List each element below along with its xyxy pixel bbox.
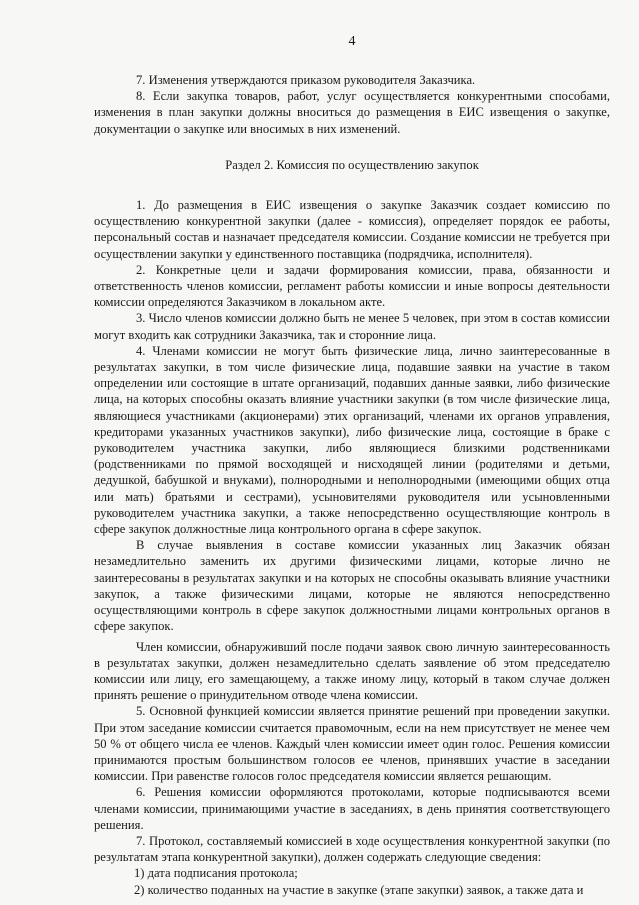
paragraph-main-function: 5. Основной функцией комиссии является принятие решений при проведении закупки. При этом заседание комиссии считается правомочным, если на нем присутствует не менее чем 50 % от общего числа ее членов. Каждый член комиссии имеет один голос. Решения комиссии принимаются простым большинством голосов ее членов, принявших участие в заседании комиссии. При равенстве голосов голос председателя комиссии является решающим. <box>94 704 610 784</box>
paragraph-member-restrictions: 4. Членами комиссии не могут быть физические лица, лично заинтересованные в результатах закупки, в том числе физические лица, подавшие заявки на участие в таком определении или состоящие в штате организаций, подавших данные заявки, либо физические лица, на которых способны оказать влияние участники закупки (в том числе физические лица, являющиеся участниками (акционерами) этих организаций, членами их органов управления, кредиторами указанных участников закупки), либо физические лица, состоящие в браке с руководителем участника закупки, либо являющиеся близкими родственниками (родственниками по прямой восходящей и нисходящей линии (родителями и детьми, дедушкой, бабушкой и внуками), полнородными и неполнородными (имеющими общих отца или мать) братьями и сестрами), усыновителями руководителя или усыновленными руководителем участника закупки, а также непосредственно осуществляющие контроль в сфере закупок должностные лица контрольного органа в сфере закупок. <box>94 343 610 537</box>
list-item-application-count: 2) количество поданных на участие в закупке (этапе закупки) заявок, а также дата и <box>134 882 584 897</box>
paragraph-plan-changes: 8. Если закупка товаров, работ, услуг осуществляется конкурентными способами, изменения в план закупки должны вноситься до размещения в ЕИС извещения о закупке, документации о закупке или вносимых в них изменений. <box>94 89 610 136</box>
paragraph-member-count: 3. Число членов комиссии должно быть не менее 5 человек, при этом в состав комиссии могут входить как сотрудники Заказчика, так и сторонние лица. <box>94 311 610 342</box>
section-title: Раздел 2. Комиссия по осуществлению закупок <box>225 157 479 172</box>
paragraph-conflict-of-interest: Член комиссии, обнаруживший после подачи заявок свою личную заинтересованность в результатах закупки, должен незамедлительно сделать заявление об этом председателю комиссии или лицу, его замещающему, а также иному лицу, который в таком случае должен принять решение о принудительном отводе члена комиссии. <box>94 639 610 703</box>
paragraph-commission-goals: 2. Конкретные цели и задачи формирования комиссии, права, обязанности и ответственность членов комиссии, регламент работы комиссии и иные вопросы деятельности комиссии определяются Заказчиком в локальном акте. <box>94 262 610 310</box>
paragraph-commission-creation: 1. До размещения в ЕИС извещения о закупке Заказчик создает комиссию по осуществлению конкурентной закупки (далее - комиссия), определяет порядок ее работы, персональный состав и назначает председателя комиссии. Создание комиссии не требуется при осуществлении закупки у единственного поставщика (подрядчика, исполнителя). <box>94 198 610 261</box>
list-item-signing-date: 1) дата подписания протокола; <box>134 866 298 881</box>
paragraph-changes-approval: 7. Изменения утверждаются приказом руководителя Заказчика. <box>136 73 476 87</box>
paragraph-decisions-protocols: 6. Решения комиссии оформляются протоколами, которые подписываются всеми членами комиссии, принимающими участие в заседаниях, в день принятия соответствующего решения. <box>94 785 610 832</box>
paragraph-protocol-contents: 7. Протокол, составляемый комиссией в ходе осуществления конкурентной закупки (по результатам этапа конкурентной закупки), должен содержать следующие сведения: <box>94 833 610 865</box>
paragraph-member-replacement: В случае выявления в составе комиссии указанных лиц Заказчик обязан незамедлительно заменить их другими физическими лицами, которые лично не заинтересованы в результатах закупки и на которых не способны оказывать влияние участники закупок, а также физическими лицами, которые не являются непосредственно осуществляющими контроль в сфере закупок должностными лицами контрольных органов в сфере закупок. <box>94 538 610 634</box>
page-number: 4 <box>348 34 356 49</box>
